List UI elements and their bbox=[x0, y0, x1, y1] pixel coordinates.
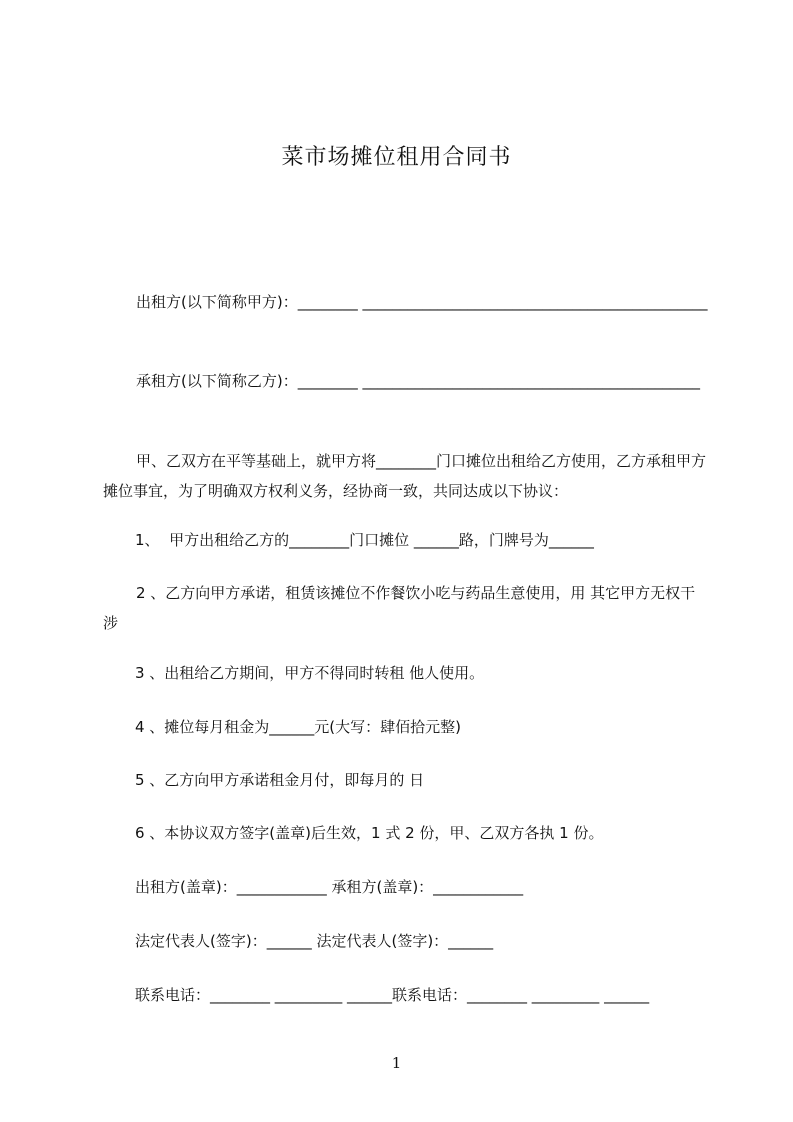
lessor-line: 出租方(以下简称甲方)：________ ______________________________________________ bbox=[136, 293, 708, 311]
clause-3: 3 、出租给乙方期间，甲方不得同时转租 他人使用。 bbox=[135, 664, 485, 682]
clause-2: 2 、乙方向甲方承诺，租赁该摊位不作餐饮小吃与药品生意使用，用 其它甲方无权干涉 bbox=[103, 584, 696, 632]
lessee-line: 承租方(以下简称乙方)：________ _____________________________________________ bbox=[136, 372, 700, 390]
phone-line: 联系电话：________ _________ ______联系电话：________ _________ ______ bbox=[135, 986, 650, 1004]
representative-signature-line: 法定代表人(签字)：______ 法定代表人(签字)：______ bbox=[135, 932, 494, 950]
clause-5: 5 、乙方向甲方承诺租金月付，即每月的 日 bbox=[135, 771, 425, 789]
page-number: 1 bbox=[391, 1054, 402, 1072]
clause-6: 6 、本协议双方签字(盖章)后生效，1 式 2 份，甲、乙双方各执 1 份。 bbox=[135, 824, 604, 842]
preamble-paragraph: 甲、乙双方在平等基础上，就甲方将________门口摊位出租给乙方使用，乙方承租甲方摊位事宜，为了明确双方权利义务，经协商一致，共同达成以下协议： bbox=[103, 452, 707, 500]
seal-signature-line: 出租方(盖章)：____________ 承租方(盖章)：____________ bbox=[135, 878, 524, 896]
document-title: 菜市场摊位租用合同书 bbox=[281, 145, 512, 170]
clause-1: 1、 甲方出租给乙方的________门口摊位 ______路，门牌号为______ bbox=[135, 531, 594, 549]
clause-4: 4 、摊位每月租金为______元(大写：肆佰拾元整) bbox=[135, 718, 462, 736]
